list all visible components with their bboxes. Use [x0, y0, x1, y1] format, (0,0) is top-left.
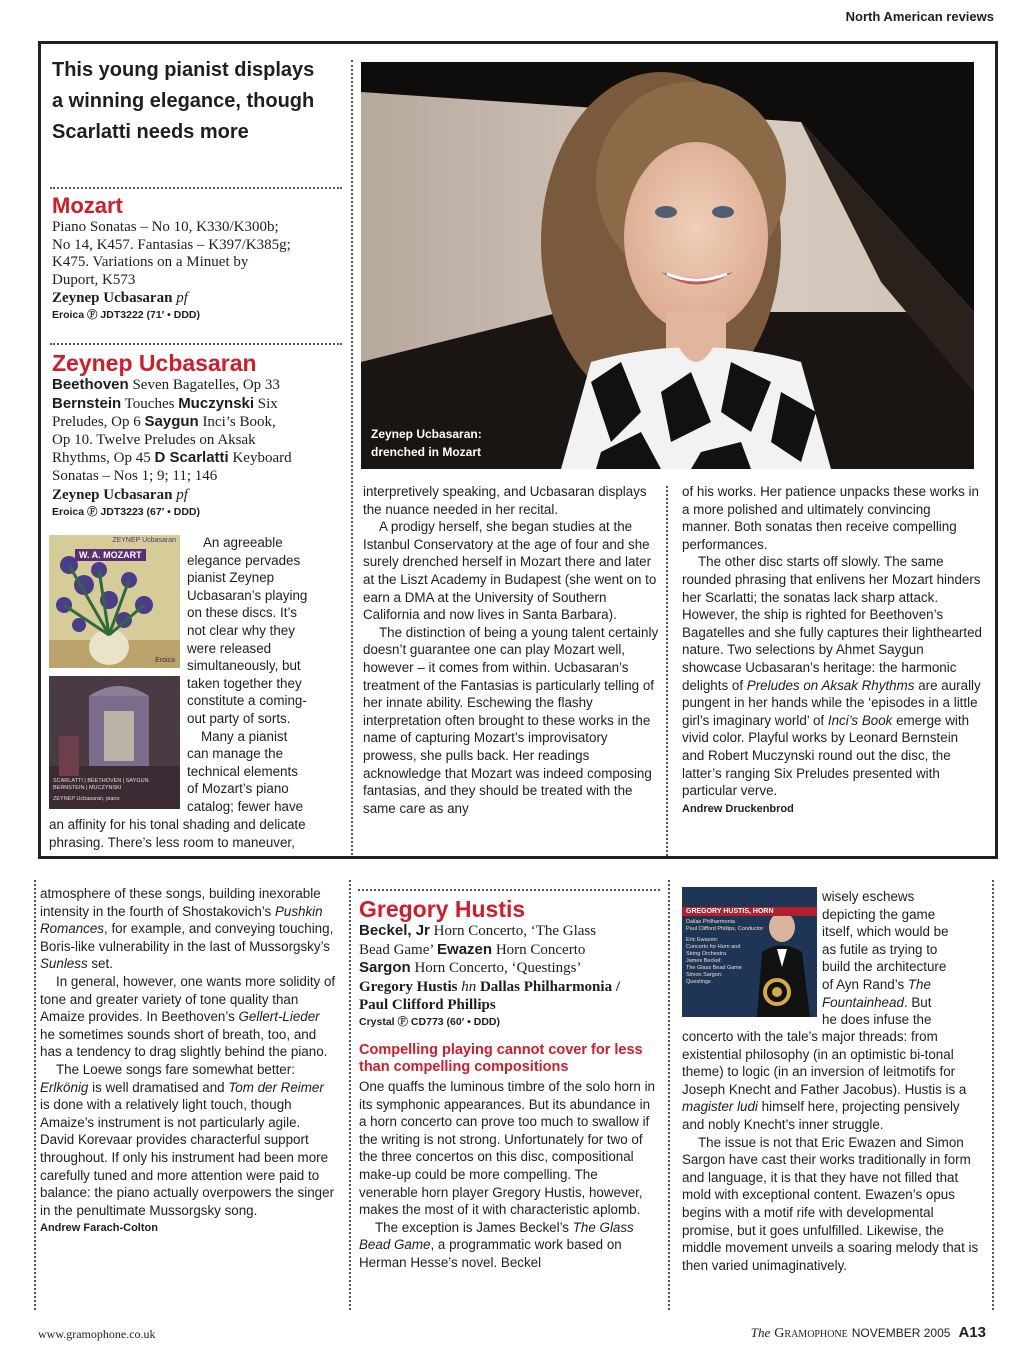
caption-line: drenched in Mozart	[371, 445, 482, 459]
text-span: emerge with vivid color. Playful works by Leonard Bernstein and Robert Muczynski round out the disc, the latter’s ranging Six Preludes presented with particular verve.	[682, 712, 970, 799]
record-label: Eroica Ⓕ JDT3223 (67′ • DDD)	[52, 505, 200, 518]
mozart-cd-cover	[49, 535, 180, 668]
column-divider	[349, 880, 351, 1310]
text-line	[822, 941, 988, 959]
composer-name: Saygun	[144, 413, 199, 431]
conductor-name: Paul Clifford Phillips	[359, 996, 496, 1013]
works-line	[52, 413, 350, 432]
cover-line: Paul Clifford Phillips, Conductor	[686, 926, 764, 932]
works-text: Preludes, Op 6	[52, 414, 145, 431]
review-works	[52, 219, 347, 289]
works-text: Op 10. Twelve Preludes on Aksak	[52, 431, 256, 448]
cover-line: Dallas Philharmonia	[686, 919, 735, 925]
review-text-hustis-col2	[822, 888, 988, 1029]
review-performer	[52, 289, 347, 307]
review-ucbasaran	[52, 350, 350, 520]
review-title: Zeynep Ucbasaran	[52, 350, 257, 376]
cover-line: The Glass Bead Game	[686, 965, 742, 971]
magazine-the: The	[750, 1325, 771, 1340]
text-line	[822, 906, 988, 924]
pianist-photo	[361, 62, 974, 469]
text-span: The exception is James Beckel’s	[375, 1219, 573, 1235]
divider	[50, 187, 342, 189]
works-text: Six	[254, 395, 278, 412]
works-text: Horn Concerto	[492, 941, 586, 958]
text-span: he does infuse the	[822, 1012, 932, 1028]
composer-name: Ewazen	[437, 940, 493, 958]
text-span: is well dramatised and	[88, 1079, 229, 1095]
performer-name: Zeynep Ucbasaran	[52, 290, 173, 307]
cd-cover-title: W. A. MOZART	[75, 549, 146, 561]
composer-name: Beethoven	[52, 376, 129, 393]
text-span: set.	[87, 956, 113, 972]
review-text-col2	[363, 483, 663, 817]
headline-line: Scarlatti needs more	[52, 121, 249, 143]
text-span: In general, however, one wants more solidity of tone and greater variety of tone quality than Amaize provides. In Beethoven’s	[40, 973, 336, 1025]
works-text: Touches	[121, 395, 179, 412]
works-text: Inci’s Book,	[198, 414, 276, 431]
works-line	[359, 922, 663, 941]
cd-cover-footer: Eroica	[155, 657, 175, 664]
text-span: of Ayn Rand’s	[822, 976, 908, 992]
review-text-lower-left	[40, 885, 336, 1236]
works-line	[52, 449, 350, 468]
paragraph: of his works. Her patience unpacks these works in a more polished and ultimately convincing manner. Both sonatas then receive compelling performances.	[682, 484, 979, 552]
performer-name: Zeynep Ucbasaran	[52, 486, 173, 503]
text-line: elegance pervades	[187, 552, 301, 568]
text-span-italic: The Glass Bead Game	[359, 1219, 634, 1253]
text-span-italic: Tom der Reimer	[228, 1079, 324, 1095]
composer-name: Beckel, Jr	[359, 922, 430, 939]
paragraph: One quaffs the luminous timbre of the solo horn in its symphonic appearances. But its abundance in a horn concerto can prove too much to swallow if the writing is not strong. Unfortunately for two of the three concertos on this disc, compositional make-up could be more compelling. The venerable horn player Gregory Hustis, however, makes the most of it with characteristic aplomb.	[359, 1079, 656, 1218]
composer-name: Muczynski	[178, 394, 255, 412]
paragraph: A prodigy herself, she began studies at the Istanbul Conservatory at the age of four and she surely drenched herself in Mozart there and later at the Liszt Academy in Budapest (she went on to earn a DMA at the University of Southern California and now lives in Santa Barbara).	[363, 519, 657, 623]
text-line	[822, 923, 988, 941]
paragraph: The distinction of being a young talent certainly doesn’t guarantee one can play Mozart well, however – it comes from within. Ucbasaran’s treatment of the Fantasias is particularly telling of her innate ability. Eschewing the flashy interpretation often brought to these works in the name of capturing Mozart’s improvisatory prowess, she pulls back. Her readings acknowledge that Mozart was indeed composing fantasias, and they should be treated with the same care as any	[363, 624, 659, 816]
review-text-col1-continued	[49, 816, 349, 851]
text-line: not clear why they	[187, 622, 295, 638]
issue-date: NOVEMBER 2005	[851, 1326, 951, 1340]
works-text: Sonatas – Nos 1; 9; 11; 146	[52, 467, 218, 484]
works-line: K475. Variations on a Minuet by	[52, 254, 249, 271]
works-text: Horn Concerto, ‘The Glass	[429, 923, 597, 939]
cover-line: James Beckel:	[686, 958, 722, 964]
record-label: Eroica Ⓕ JDT3222 (71′ • DDD)	[52, 309, 200, 322]
text-span: The other disc starts off slowly. The same rounded phrasing that enlivens her Mozart hinders her Scarlatti; the sonatas lack sharp attack. However, the ship is righted for Beethoven’s Bagatelles and she fully captures their lighthearted nature. Two selections by Ahmet Saygun showcase Ucbasaran’s heritage: the harmonic delights of	[682, 554, 982, 693]
cd-cover-artist: ZEYNEP Ucbasaran	[112, 537, 176, 544]
text-line: can manage the	[187, 746, 284, 762]
review-works	[359, 922, 663, 978]
text-span: concerto with the tale’s major threads: from existential philosophy (in an optimistic bi-tonal theme) to logic (in an inversion of leitmotifs for Joseph Knecht and Father Jacobus). Hustis is a	[682, 1029, 967, 1097]
works-text: Seven Bagatelles, Op 33	[128, 377, 280, 393]
works-line	[52, 395, 350, 414]
performer-instrument: hn	[461, 978, 477, 995]
section-label: North American reviews	[845, 9, 994, 24]
cover-line: Eric Ewazen:	[686, 937, 719, 943]
paragraph	[682, 1028, 984, 1134]
text-span-italic: Gellert-Lieder	[238, 1009, 320, 1025]
footer-masthead	[751, 1324, 986, 1342]
text-span: atmosphere of these songs, building inexorable intensity in the fourth of Shostakovich’s	[40, 886, 321, 919]
review-text-hustis-col2-continued	[682, 1028, 984, 1274]
ensemble-name: Dallas Philharmonia /	[479, 978, 620, 995]
photo-illustration	[361, 62, 974, 469]
second-cd-cover	[49, 676, 180, 809]
cover-line: Simon Sargon:	[686, 972, 723, 978]
hustis-cd-cover	[682, 887, 817, 1017]
review-subhead: Compelling playing cannot cover for less than compelling compositions	[359, 1041, 643, 1075]
magazine-name: Gramophone	[774, 1326, 848, 1341]
review-works	[52, 376, 350, 486]
works-line	[52, 376, 350, 395]
text-line: Many a pianist	[201, 728, 288, 744]
cd-cover-title: GREGORY HUSTIS, HORN	[682, 907, 817, 916]
text-span-italic: Sunless	[40, 956, 88, 972]
performer-name: Gregory Hustis	[359, 978, 458, 995]
review-text-col1	[187, 534, 347, 816]
works-line: No 14, K457. Fantasias – K397/K385g;	[52, 236, 291, 253]
text-span-italic: Fountainhead	[822, 994, 904, 1010]
text-line: out party of sorts.	[187, 710, 291, 726]
text-line	[822, 888, 988, 906]
text-span: wisely eschews	[822, 889, 915, 904]
review-title: Mozart	[52, 193, 123, 218]
text-line: An agreeable	[203, 535, 283, 550]
text-line: simultaneously, but	[187, 658, 301, 674]
works-text: Horn Concerto, ‘Questings’	[410, 960, 582, 977]
text-line: Ucbasaran’s playing	[187, 587, 308, 603]
text-line: were released	[187, 640, 272, 656]
paragraph: interpretively speaking, and Ucbasaran displays the nuance needed in her recital.	[363, 484, 647, 517]
text-span: build the architecture	[822, 959, 947, 975]
paragraph	[40, 1061, 336, 1219]
cover-line: Questings	[686, 979, 711, 985]
works-line	[52, 468, 350, 486]
works-line	[359, 941, 663, 960]
cover-line: SCARLATTI | BEETHOVEN | SAYGUN	[53, 778, 149, 784]
text-line: constitute a coming-	[187, 693, 307, 709]
text-span: . But	[903, 994, 932, 1010]
review-hustis	[359, 896, 663, 1076]
review-mozart	[52, 193, 347, 323]
text-span: are aurally pungent in her hands while the ‘episodes in a little girl’s imaginary world’ of	[682, 677, 981, 728]
text-span: he sometimes sounds short of breath, too, and has a tendency to drag slightly behind the piano.	[40, 1026, 328, 1060]
cover-line: Concerto for Horn and	[686, 944, 741, 950]
review-title: Gregory Hustis	[359, 896, 526, 922]
composer-name: Sargon	[359, 959, 411, 977]
text-span: itself, which would be	[822, 924, 949, 940]
text-line: phrasing. There’s less room to maneuver,	[49, 834, 295, 850]
text-line	[822, 1011, 988, 1029]
column-divider	[666, 486, 668, 856]
text-span-italic: magister ludi	[682, 1099, 758, 1115]
paragraph: The issue is not that Eric Ewazen and Simon Sargon have cast their works traditionally in form and language, it is that they have not filled that mold with exceptional content. Ewazen’s opus begins with a motif rife with developmental promise, but it goes unfulfilled. Likewise, the middle movement unveils a soaring melody that is then varied unimaginatively.	[682, 1134, 979, 1273]
cd-cover-composers	[53, 778, 149, 792]
text-span: depicting the game	[822, 906, 936, 922]
page-number: A13	[958, 1324, 986, 1341]
photo-caption	[371, 425, 482, 461]
paragraph	[682, 553, 982, 799]
performer-instrument: pf	[176, 486, 188, 503]
text-span-italic: Erlkönig	[40, 1079, 89, 1095]
text-span-italic: Inci’s Book	[827, 712, 893, 728]
text-line: an affinity for his tonal shading and delicate	[49, 817, 306, 832]
works-line: Piano Sonatas – No 10, K330/K300b;	[52, 219, 279, 235]
column-divider	[34, 880, 36, 1310]
column-divider	[992, 880, 994, 1310]
review-performer	[359, 978, 663, 996]
headline-line: This young pianist displays	[52, 59, 315, 81]
composer-name: Bernstein	[52, 394, 122, 412]
text-line: on these discs. It’s	[187, 605, 297, 621]
review-text-hustis-col1	[359, 1078, 659, 1272]
text-span: himself here, projecting pensively and nobly Knecht’s inner struggle.	[682, 1099, 960, 1132]
text-span: as futile as trying to	[822, 941, 938, 957]
works-line	[52, 432, 350, 450]
cover-line: BERNSTEIN | MUCZYNSKI	[53, 785, 122, 791]
composer-name: D Scarlatti	[154, 449, 229, 467]
works-line	[359, 959, 663, 978]
text-line: pianist Zeynep	[187, 570, 275, 586]
text-span: , a programmatic work based on Herman Hesse’s novel. Beckel	[359, 1237, 622, 1270]
review-author: Andrew Farach-Colton	[40, 1222, 158, 1235]
works-text: Keyboard	[228, 450, 292, 467]
text-span-italic: Pushkin Romances	[40, 903, 323, 937]
text-line: catalog; fewer have	[187, 798, 304, 814]
review-performer	[52, 486, 350, 504]
text-span: The Loewe songs fare somewhat better:	[56, 1061, 295, 1077]
headline-line: a winning elegance, though	[52, 90, 315, 112]
column-divider	[668, 880, 670, 1310]
works-line: Duport, K573	[52, 271, 136, 288]
text-span-italic: Preludes on Aksak Rhythms	[746, 677, 915, 693]
text-line	[822, 958, 988, 976]
text-span-italic: The	[907, 976, 931, 992]
text-line	[822, 994, 988, 1012]
divider	[50, 343, 342, 345]
column-divider	[351, 60, 353, 855]
cover-line: String Orchestra	[686, 951, 727, 957]
caption-line: Zeynep Ucbasaran:	[371, 427, 482, 441]
text-line: taken together they	[187, 675, 302, 691]
review-author: Andrew Druckenbrod	[682, 802, 794, 815]
record-label: Crystal Ⓕ CD773 (60′ • DDD)	[359, 1015, 500, 1028]
cd-cover-artist: ZEYNEP Ucbasaran, piano	[53, 796, 120, 802]
text-line: of Mozart’s piano	[187, 781, 289, 797]
text-span: is done with a relatively light touch, though Amaize’s instrument is not particularly agile. David Korevaar provides characterful support throughout. If only his instrument had been more carefully tuned and more attention were paid to balance: the piano actually overpowers the singer in the penultimate Mussorgsky song.	[40, 1097, 335, 1218]
text-line: technical elements	[187, 763, 298, 779]
text-span: , for example, and conveying touching, Boris-like vulnerability in the last of Mussorgsky’s	[40, 921, 334, 954]
cd-cover-text	[686, 919, 763, 986]
works-text: Bead Game’	[359, 941, 438, 958]
text-line	[822, 976, 988, 994]
performer-instrument: pf	[176, 290, 188, 307]
paragraph	[40, 885, 336, 973]
review-text-col3	[682, 483, 982, 817]
paragraph	[359, 1219, 659, 1272]
paragraph	[40, 973, 336, 1061]
footer-url[interactable]: www.gramophone.co.uk	[38, 1327, 156, 1341]
works-text: Rhythms, Op 45	[52, 450, 155, 467]
feature-headline	[52, 55, 342, 148]
divider	[358, 889, 660, 891]
